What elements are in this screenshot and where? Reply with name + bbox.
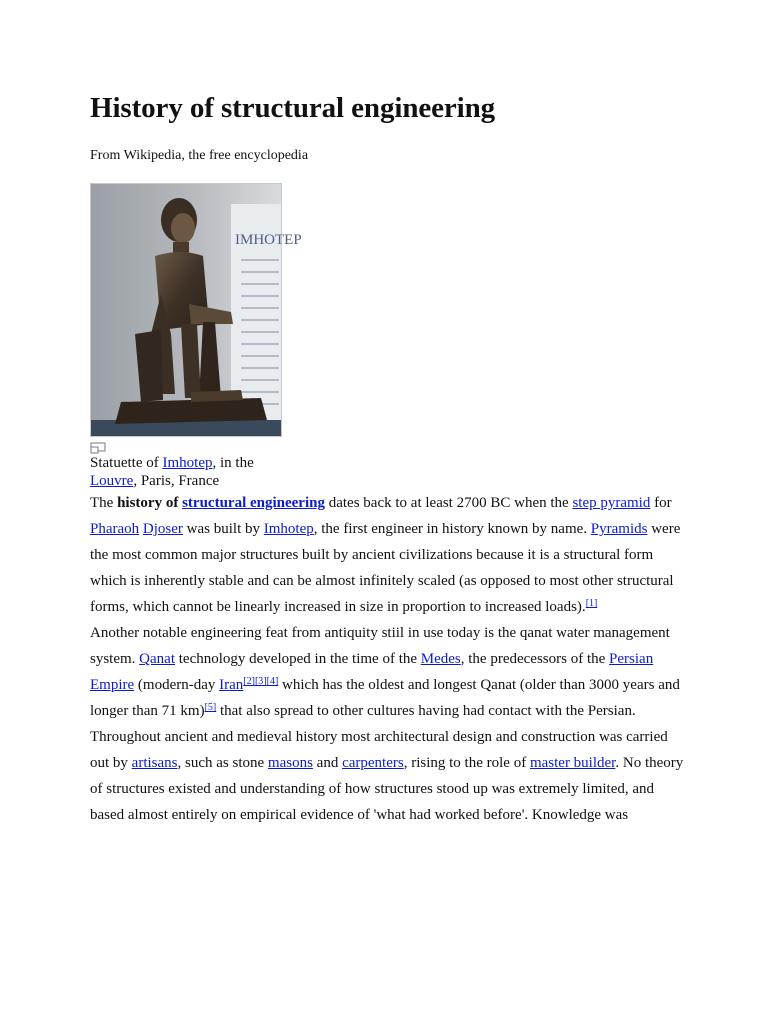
tagline: From Wikipedia, the free encyclopedia (90, 148, 309, 163)
text: dates back to at least 2700 BC when the (324, 495, 573, 511)
ref-3[interactable]: [3] (254, 676, 267, 687)
link-structural-engineering[interactable]: structural engineering (182, 495, 325, 511)
link-masons[interactable]: masons (267, 755, 313, 771)
text: Throughout ancient and medieval history most architectural design and construction was carried out by (90, 729, 668, 771)
link-medes[interactable]: Medes (420, 651, 461, 667)
imhotep-statuette-image[interactable] (90, 183, 302, 437)
bold-text: history of (117, 495, 183, 511)
text: Another notable engineering feat from antiquity stiil in use today is the qanat water management system. (90, 625, 670, 667)
paragraph-3 (90, 724, 690, 828)
link-pyramids[interactable]: Pyramids (590, 521, 648, 537)
plaque-text: IMHOTEP (235, 232, 302, 248)
ref-1[interactable]: [1] (585, 598, 598, 609)
link-master-builder[interactable]: master builder (529, 755, 616, 771)
paragraph-1 (90, 490, 690, 620)
text: was built by (182, 521, 264, 537)
link-iran[interactable]: Iran (219, 677, 244, 693)
ref-4[interactable]: [4] (266, 676, 279, 687)
caption-text: , in the (212, 455, 254, 471)
link-carpenters[interactable]: carpenters (342, 755, 404, 771)
figure-caption (90, 454, 282, 490)
text: that also spread to other cultures having had contact with the Persian. (216, 703, 636, 719)
link-louvre[interactable]: Louvre (90, 473, 134, 489)
text: , the predecessors of the (460, 651, 610, 667)
text: (modern-day (134, 677, 220, 693)
text: , the first engineer in history known by name. (313, 521, 591, 537)
caption-text: , Paris, France (133, 473, 220, 489)
text: were the most common major structures built by ancient civilizations because it is a structural form which is inherently stable and can be almost infinitely scaled (as opposed to most other structural forms, which cannot be linearly increased in size in proportion to increased loads). (90, 521, 681, 615)
link-pharaoh[interactable]: Pharaoh (90, 521, 140, 537)
link-imhotep[interactable]: Imhotep (162, 455, 213, 471)
link-artisans[interactable]: artisans (131, 755, 178, 771)
ref-2[interactable]: [2] (243, 676, 255, 687)
enlarge-icon[interactable] (90, 442, 106, 454)
text: and (312, 755, 343, 771)
page-title: History of structural engineering (90, 92, 496, 124)
text: technology developed in the time of the (175, 651, 421, 667)
link-imhotep[interactable]: Imhotep (263, 521, 314, 537)
text: The (90, 495, 118, 511)
caption-text: Statuette of (90, 455, 163, 471)
link-djoser[interactable]: Djoser (142, 521, 183, 537)
ref-5[interactable]: [5] (204, 702, 217, 713)
text: , rising to the role of (403, 755, 530, 771)
article (90, 88, 690, 828)
link-step-pyramid[interactable]: step pyramid (572, 495, 651, 511)
link-persian-empire[interactable]: Persian Empire (90, 651, 654, 693)
text: . No theory of structures existed and understanding of how structures stood up was extremely limited, and based almost entirely on empirical evidence of 'what had worked before'. Knowledge was (90, 755, 684, 823)
figure (90, 183, 302, 490)
text: which has the oldest and longest Qanat (older than 3000 years and longer than 71 km) (90, 677, 680, 719)
text: for (650, 495, 672, 511)
link-qanat[interactable]: Qanat (139, 651, 175, 667)
text: , such as stone (177, 755, 268, 771)
paragraph-2 (90, 620, 690, 724)
